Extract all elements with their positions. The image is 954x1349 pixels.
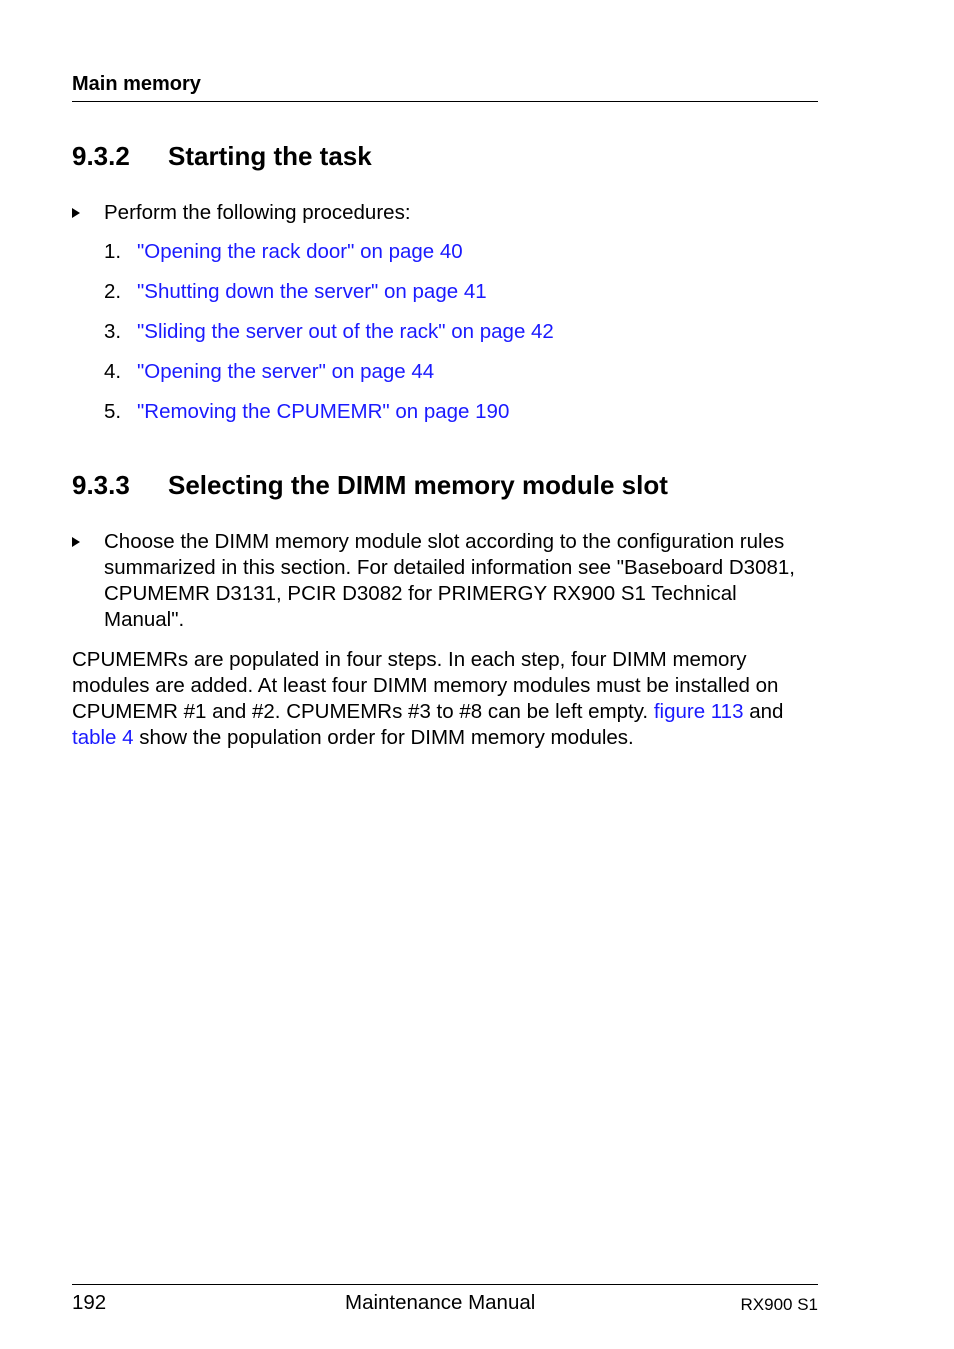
section-heading-9-3-2 (72, 140, 832, 172)
procedure-link[interactable]: "Removing the CPUMEMR" on page 190 (137, 400, 510, 423)
step-arrow-icon (72, 537, 80, 547)
paragraph-text: show the population order for DIMM memory modules. (133, 726, 634, 749)
list-item (104, 399, 554, 439)
step-arrow-icon (72, 208, 80, 218)
paragraph-text: CPUMEMRs are populated in four steps. In each step, four DIMM memory modules are added. At least four DIMM memory modules must be installed on CPUMEMR #1 and #2. CPUMEMRs #3 to #8 can be left empty. (72, 648, 779, 723)
procedure-link[interactable]: "Opening the server" on page 44 (137, 360, 435, 383)
list-number: 4. (104, 360, 122, 383)
running-header (72, 72, 818, 102)
list-item (104, 239, 554, 279)
page-footer (72, 1284, 818, 1317)
step-text: Perform the following procedures: (104, 201, 411, 224)
procedure-link[interactable]: "Shutting down the server" on page 41 (137, 280, 487, 303)
list-number: 3. (104, 320, 122, 343)
section-title: Selecting the DIMM memory module slot (168, 470, 668, 500)
list-item (104, 359, 554, 399)
procedure-step (72, 200, 818, 226)
table-link[interactable]: table 4 (72, 726, 134, 749)
body-paragraph (72, 647, 818, 751)
list-number: 5. (104, 400, 122, 423)
step-text: Choose the DIMM memory module slot according to the configuration rules summarized in this section. For detailed information see "Baseboard D3081, CPUMEMR D3131, PCIR D3082 for PRIMERGY RX900 S1 Technical Manual". (104, 530, 795, 631)
list-number: 2. (104, 280, 122, 303)
procedure-link[interactable]: "Sliding the server out of the rack" on page 42 (137, 320, 554, 343)
list-item (104, 319, 554, 359)
procedure-link[interactable]: "Opening the rack door" on page 40 (137, 240, 463, 263)
section-number: 9.3.2 (72, 141, 130, 171)
list-number: 1. (104, 240, 122, 263)
section-heading-9-3-3 (72, 469, 832, 501)
figure-link[interactable]: figure 113 (653, 700, 744, 723)
page-number: 192 (72, 1291, 107, 1314)
procedure-list (104, 239, 554, 439)
section-title: Starting the task (168, 141, 372, 171)
procedure-step (72, 529, 818, 633)
running-title: Main memory (72, 73, 201, 95)
paragraph-text: and (743, 700, 784, 723)
list-item (104, 279, 554, 319)
section-number: 9.3.3 (72, 470, 130, 500)
manual-title: Maintenance Manual (345, 1291, 536, 1314)
model-name: RX900 S1 (740, 1295, 818, 1314)
